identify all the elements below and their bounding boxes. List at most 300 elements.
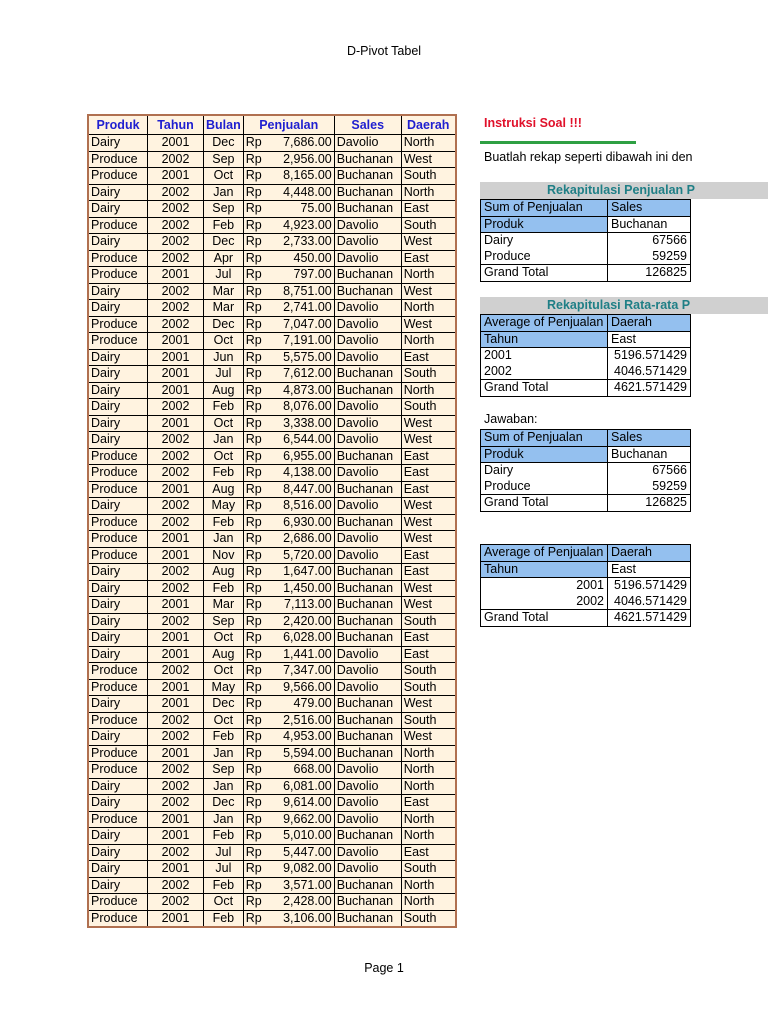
- answer-avg-r2: East: [608, 561, 691, 578]
- cell-tahun: 2001: [148, 630, 204, 647]
- cell-produk: Dairy: [88, 597, 148, 614]
- cell-daerah: East: [401, 201, 456, 218]
- cell-daerah: South: [401, 861, 456, 878]
- cell-sales: Davolio: [334, 234, 401, 251]
- cell-daerah: East: [401, 448, 456, 465]
- cell-bulan: Jul: [204, 861, 244, 878]
- cell-produk: Dairy: [88, 349, 148, 366]
- instructions-text: Buatlah rekap seperti dibawah ini den: [484, 150, 693, 164]
- cell-sales: Buchanan: [334, 448, 401, 465]
- cell-produk: Produce: [88, 316, 148, 333]
- cell-sales: Davolio: [334, 811, 401, 828]
- cell-sales: Buchanan: [334, 201, 401, 218]
- cell-daerah: North: [401, 135, 456, 152]
- cell-sales: Davolio: [334, 861, 401, 878]
- cell-sales: Davolio: [334, 646, 401, 663]
- table-row: [88, 448, 456, 465]
- cell-bulan: Oct: [204, 630, 244, 647]
- cell-currency: Rp: [243, 663, 276, 680]
- cell-daerah: South: [401, 366, 456, 383]
- cell-tahun: 2002: [148, 498, 204, 515]
- cell-currency: Rp: [243, 366, 276, 383]
- pivot-sum-total-label: Grand Total: [481, 265, 608, 282]
- cell-produk: Dairy: [88, 564, 148, 581]
- table-row: [88, 135, 456, 152]
- table-row: [88, 828, 456, 845]
- cell-produk: Dairy: [88, 415, 148, 432]
- answer-avg-row-label: 2001: [481, 578, 608, 594]
- cell-tahun: 2002: [148, 399, 204, 416]
- cell-sales: Davolio: [334, 333, 401, 350]
- table-row: [88, 877, 456, 894]
- cell-penjualan: 450.00: [276, 250, 335, 267]
- cell-daerah: West: [401, 316, 456, 333]
- cell-daerah: West: [401, 234, 456, 251]
- pivot-sum-table: [480, 199, 691, 282]
- table-row: [88, 184, 456, 201]
- cell-sales: Davolio: [334, 250, 401, 267]
- cell-daerah: North: [401, 778, 456, 795]
- cell-bulan: Oct: [204, 663, 244, 680]
- table-row: [88, 250, 456, 267]
- cell-sales: Buchanan: [334, 184, 401, 201]
- table-row: [88, 349, 456, 366]
- cell-tahun: 2001: [148, 415, 204, 432]
- table-row: [88, 366, 456, 383]
- answer-sum-row-label: Dairy: [481, 463, 608, 479]
- cell-produk: Dairy: [88, 613, 148, 630]
- cell-produk: Produce: [88, 679, 148, 696]
- cell-sales: Buchanan: [334, 877, 401, 894]
- instructions-title: Instruksi Soal !!!: [484, 116, 582, 130]
- cell-bulan: Mar: [204, 597, 244, 614]
- answer-sum-total-label: Grand Total: [481, 495, 608, 512]
- answer-sum-h2: Sales: [608, 430, 691, 447]
- cell-currency: Rp: [243, 498, 276, 515]
- cell-currency: Rp: [243, 399, 276, 416]
- cell-tahun: 2002: [148, 250, 204, 267]
- cell-currency: Rp: [243, 712, 276, 729]
- cell-tahun: 2002: [148, 613, 204, 630]
- cell-daerah: West: [401, 597, 456, 614]
- answer-avg-h1: Average of Penjualan: [481, 545, 608, 562]
- pivot-sum-row-value: 67566: [608, 233, 691, 249]
- cell-produk: Produce: [88, 745, 148, 762]
- cell-daerah: North: [401, 300, 456, 317]
- cell-daerah: North: [401, 267, 456, 284]
- cell-daerah: North: [401, 877, 456, 894]
- cell-tahun: 2002: [148, 201, 204, 218]
- table-row: [88, 531, 456, 548]
- cell-penjualan: 4,923.00: [276, 217, 335, 234]
- cell-penjualan: 2,420.00: [276, 613, 335, 630]
- cell-bulan: Jul: [204, 366, 244, 383]
- cell-sales: Davolio: [334, 531, 401, 548]
- cell-currency: Rp: [243, 333, 276, 350]
- cell-bulan: Jan: [204, 184, 244, 201]
- table-row: [88, 894, 456, 911]
- answer-avg-row-value: 4046.571429: [608, 594, 691, 610]
- table-row: [88, 910, 456, 927]
- cell-penjualan: 2,733.00: [276, 234, 335, 251]
- cell-currency: Rp: [243, 762, 276, 779]
- cell-currency: Rp: [243, 564, 276, 581]
- table-row: [88, 597, 456, 614]
- cell-sales: Buchanan: [334, 283, 401, 300]
- table-row: [88, 415, 456, 432]
- col-header-daerah: Daerah: [401, 115, 456, 135]
- cell-tahun: 2002: [148, 894, 204, 911]
- cell-currency: Rp: [243, 465, 276, 482]
- cell-produk: Produce: [88, 547, 148, 564]
- cell-daerah: West: [401, 432, 456, 449]
- cell-bulan: Jan: [204, 811, 244, 828]
- cell-produk: Produce: [88, 663, 148, 680]
- cell-penjualan: 8,076.00: [276, 399, 335, 416]
- cell-penjualan: 7,612.00: [276, 366, 335, 383]
- cell-daerah: North: [401, 894, 456, 911]
- table-row: [88, 300, 456, 317]
- cell-produk: Produce: [88, 151, 148, 168]
- answer-sum-table: [480, 429, 691, 512]
- cell-currency: Rp: [243, 300, 276, 317]
- cell-daerah: North: [401, 184, 456, 201]
- cell-produk: Produce: [88, 267, 148, 284]
- cell-sales: Buchanan: [334, 267, 401, 284]
- cell-produk: Dairy: [88, 646, 148, 663]
- pivot-avg-total-value: 4621.571429: [608, 380, 691, 397]
- cell-produk: Produce: [88, 465, 148, 482]
- cell-currency: Rp: [243, 151, 276, 168]
- cell-sales: Buchanan: [334, 481, 401, 498]
- cell-tahun: 2001: [148, 828, 204, 845]
- cell-penjualan: 5,594.00: [276, 745, 335, 762]
- cell-sales: Davolio: [334, 663, 401, 680]
- cell-sales: Davolio: [334, 316, 401, 333]
- cell-penjualan: 4,138.00: [276, 465, 335, 482]
- cell-penjualan: 8,165.00: [276, 168, 335, 185]
- cell-tahun: 2002: [148, 283, 204, 300]
- cell-penjualan: 7,047.00: [276, 316, 335, 333]
- cell-penjualan: 1,441.00: [276, 646, 335, 663]
- cell-currency: Rp: [243, 349, 276, 366]
- cell-bulan: Oct: [204, 712, 244, 729]
- cell-penjualan: 6,081.00: [276, 778, 335, 795]
- cell-currency: Rp: [243, 778, 276, 795]
- table-row: [88, 399, 456, 416]
- table-body: [88, 135, 456, 928]
- cell-produk: Dairy: [88, 778, 148, 795]
- pivot-avg-row-label: 2001: [481, 348, 608, 364]
- cell-produk: Produce: [88, 168, 148, 185]
- cell-tahun: 2001: [148, 679, 204, 696]
- cell-currency: Rp: [243, 316, 276, 333]
- pivot-sum-h1: Sum of Penjualan: [481, 200, 608, 217]
- cell-currency: Rp: [243, 234, 276, 251]
- pivot-avg-h1: Average of Penjualan: [481, 315, 608, 332]
- cell-penjualan: 3,338.00: [276, 415, 335, 432]
- cell-bulan: Dec: [204, 316, 244, 333]
- cell-penjualan: 2,956.00: [276, 151, 335, 168]
- pivot-sum-row-label: Produce: [481, 249, 608, 265]
- cell-currency: Rp: [243, 481, 276, 498]
- cell-currency: Rp: [243, 745, 276, 762]
- cell-sales: Davolio: [334, 300, 401, 317]
- answer-sum-r2: Buchanan: [608, 446, 691, 463]
- cell-penjualan: 9,082.00: [276, 861, 335, 878]
- cell-bulan: Sep: [204, 201, 244, 218]
- pivot-avg-r1: Tahun: [481, 331, 608, 348]
- cell-daerah: North: [401, 811, 456, 828]
- cell-tahun: 2001: [148, 481, 204, 498]
- cell-produk: Dairy: [88, 580, 148, 597]
- cell-produk: Dairy: [88, 184, 148, 201]
- cell-produk: Dairy: [88, 795, 148, 812]
- cell-produk: Dairy: [88, 300, 148, 317]
- answer-sum-total-value: 126825: [608, 495, 691, 512]
- cell-tahun: 2002: [148, 778, 204, 795]
- cell-penjualan: 2,516.00: [276, 712, 335, 729]
- cell-currency: Rp: [243, 168, 276, 185]
- cell-currency: Rp: [243, 646, 276, 663]
- table-row: [88, 646, 456, 663]
- cell-daerah: South: [401, 613, 456, 630]
- cell-bulan: Oct: [204, 448, 244, 465]
- cell-tahun: 2002: [148, 465, 204, 482]
- cell-produk: Produce: [88, 333, 148, 350]
- cell-tahun: 2001: [148, 547, 204, 564]
- answer-avg-total-value: 4621.571429: [608, 610, 691, 627]
- cell-sales: Davolio: [334, 498, 401, 515]
- cell-bulan: Sep: [204, 151, 244, 168]
- cell-bulan: Oct: [204, 415, 244, 432]
- cell-tahun: 2002: [148, 663, 204, 680]
- cell-bulan: Oct: [204, 168, 244, 185]
- cell-produk: Produce: [88, 811, 148, 828]
- cell-daerah: West: [401, 151, 456, 168]
- cell-currency: Rp: [243, 217, 276, 234]
- cell-sales: Buchanan: [334, 382, 401, 399]
- cell-bulan: Jan: [204, 778, 244, 795]
- cell-produk: Produce: [88, 531, 148, 548]
- cell-bulan: Jan: [204, 432, 244, 449]
- cell-produk: Dairy: [88, 498, 148, 515]
- cell-sales: Buchanan: [334, 564, 401, 581]
- pivot-sum-r1: Produk: [481, 216, 608, 233]
- cell-bulan: Aug: [204, 564, 244, 581]
- cell-bulan: Sep: [204, 762, 244, 779]
- pivot-sum-row-value: 59259: [608, 249, 691, 265]
- cell-tahun: 2002: [148, 151, 204, 168]
- table-row: [88, 514, 456, 531]
- cell-penjualan: 1,647.00: [276, 564, 335, 581]
- cell-currency: Rp: [243, 547, 276, 564]
- cell-currency: Rp: [243, 828, 276, 845]
- cell-bulan: Oct: [204, 333, 244, 350]
- cell-penjualan: 2,686.00: [276, 531, 335, 548]
- cell-sales: Buchanan: [334, 696, 401, 713]
- cell-penjualan: 7,686.00: [276, 135, 335, 152]
- cell-tahun: 2002: [148, 300, 204, 317]
- cell-tahun: 2001: [148, 333, 204, 350]
- col-header-penjualan: Penjualan: [243, 115, 334, 135]
- cell-penjualan: 479.00: [276, 696, 335, 713]
- pivot-sum-r2: Buchanan: [608, 216, 691, 233]
- cell-sales: Davolio: [334, 679, 401, 696]
- cell-bulan: Jun: [204, 349, 244, 366]
- cell-produk: Produce: [88, 481, 148, 498]
- pivot-sum-total-value: 126825: [608, 265, 691, 282]
- table-header-row: [88, 115, 456, 135]
- cell-sales: Davolio: [334, 217, 401, 234]
- table-row: [88, 432, 456, 449]
- cell-tahun: 2002: [148, 564, 204, 581]
- cell-penjualan: 4,448.00: [276, 184, 335, 201]
- cell-sales: Davolio: [334, 465, 401, 482]
- cell-currency: Rp: [243, 795, 276, 812]
- instructions-underline: [480, 141, 636, 144]
- cell-daerah: South: [401, 217, 456, 234]
- cell-penjualan: 6,955.00: [276, 448, 335, 465]
- table-row: [88, 283, 456, 300]
- cell-tahun: 2001: [148, 267, 204, 284]
- cell-tahun: 2002: [148, 712, 204, 729]
- table-row: [88, 498, 456, 515]
- cell-sales: Davolio: [334, 399, 401, 416]
- banner-rekap-rata-rata: [480, 297, 768, 314]
- pivot-sum-row-label: Dairy: [481, 233, 608, 249]
- cell-currency: Rp: [243, 514, 276, 531]
- cell-tahun: 2002: [148, 795, 204, 812]
- cell-tahun: 2001: [148, 861, 204, 878]
- cell-sales: Buchanan: [334, 580, 401, 597]
- cell-produk: Dairy: [88, 234, 148, 251]
- cell-tahun: 2001: [148, 597, 204, 614]
- cell-tahun: 2001: [148, 349, 204, 366]
- table-row: [88, 201, 456, 218]
- cell-daerah: South: [401, 712, 456, 729]
- cell-produk: Dairy: [88, 135, 148, 152]
- table-row: [88, 729, 456, 746]
- cell-produk: Produce: [88, 910, 148, 927]
- cell-sales: Buchanan: [334, 613, 401, 630]
- cell-penjualan: 5,720.00: [276, 547, 335, 564]
- table-row: [88, 168, 456, 185]
- banner-rekap-penjualan: [480, 182, 768, 199]
- cell-currency: Rp: [243, 861, 276, 878]
- cell-bulan: Apr: [204, 250, 244, 267]
- cell-penjualan: 7,347.00: [276, 663, 335, 680]
- page-title: D-Pivot Tabel: [346, 44, 422, 58]
- cell-penjualan: 6,930.00: [276, 514, 335, 531]
- cell-sales: Buchanan: [334, 597, 401, 614]
- table-row: [88, 580, 456, 597]
- cell-bulan: Feb: [204, 729, 244, 746]
- table-row: [88, 217, 456, 234]
- sales-data-table: [87, 114, 457, 928]
- cell-tahun: 2002: [148, 184, 204, 201]
- cell-produk: Dairy: [88, 366, 148, 383]
- cell-currency: Rp: [243, 630, 276, 647]
- cell-penjualan: 9,614.00: [276, 795, 335, 812]
- table-row: [88, 663, 456, 680]
- cell-tahun: 2002: [148, 448, 204, 465]
- cell-bulan: Feb: [204, 910, 244, 927]
- cell-currency: Rp: [243, 382, 276, 399]
- cell-sales: Davolio: [334, 135, 401, 152]
- cell-penjualan: 2,428.00: [276, 894, 335, 911]
- cell-sales: Buchanan: [334, 745, 401, 762]
- cell-sales: Davolio: [334, 778, 401, 795]
- cell-tahun: 2002: [148, 729, 204, 746]
- cell-daerah: East: [401, 481, 456, 498]
- cell-penjualan: 5,447.00: [276, 844, 335, 861]
- cell-tahun: 2001: [148, 811, 204, 828]
- cell-currency: Rp: [243, 877, 276, 894]
- cell-penjualan: 4,873.00: [276, 382, 335, 399]
- cell-produk: Dairy: [88, 382, 148, 399]
- cell-tahun: 2001: [148, 531, 204, 548]
- answer-avg-h2: Daerah: [608, 545, 691, 562]
- cell-sales: Davolio: [334, 432, 401, 449]
- cell-bulan: Aug: [204, 481, 244, 498]
- cell-produk: Dairy: [88, 432, 148, 449]
- cell-daerah: West: [401, 514, 456, 531]
- cell-bulan: May: [204, 498, 244, 515]
- cell-currency: Rp: [243, 729, 276, 746]
- cell-produk: Dairy: [88, 861, 148, 878]
- cell-penjualan: 6,028.00: [276, 630, 335, 647]
- cell-daerah: East: [401, 250, 456, 267]
- pivot-avg-row-label: 2002: [481, 364, 608, 380]
- cell-daerah: West: [401, 696, 456, 713]
- cell-daerah: East: [401, 349, 456, 366]
- answer-sum-row-value: 67566: [608, 463, 691, 479]
- answer-sum-h1: Sum of Penjualan: [481, 430, 608, 447]
- cell-currency: Rp: [243, 184, 276, 201]
- cell-tahun: 2002: [148, 432, 204, 449]
- cell-bulan: Feb: [204, 828, 244, 845]
- cell-bulan: Dec: [204, 234, 244, 251]
- cell-penjualan: 1,450.00: [276, 580, 335, 597]
- cell-bulan: Nov: [204, 547, 244, 564]
- cell-bulan: Dec: [204, 696, 244, 713]
- table-row: [88, 762, 456, 779]
- cell-tahun: 2002: [148, 514, 204, 531]
- cell-bulan: Dec: [204, 795, 244, 812]
- cell-tahun: 2002: [148, 580, 204, 597]
- table-row: [88, 630, 456, 647]
- col-header-tahun: Tahun: [148, 115, 204, 135]
- cell-penjualan: 7,191.00: [276, 333, 335, 350]
- cell-currency: Rp: [243, 531, 276, 548]
- cell-currency: Rp: [243, 267, 276, 284]
- cell-bulan: Feb: [204, 514, 244, 531]
- pivot-sum-h2: Sales: [608, 200, 691, 217]
- cell-sales: Buchanan: [334, 151, 401, 168]
- table-row: [88, 234, 456, 251]
- cell-penjualan: 8,516.00: [276, 498, 335, 515]
- cell-sales: Davolio: [334, 795, 401, 812]
- cell-tahun: 2002: [148, 316, 204, 333]
- pivot-avg-r2: East: [608, 331, 691, 348]
- cell-penjualan: 9,662.00: [276, 811, 335, 828]
- cell-daerah: South: [401, 663, 456, 680]
- cell-currency: Rp: [243, 283, 276, 300]
- cell-penjualan: 3,571.00: [276, 877, 335, 894]
- table-row: [88, 333, 456, 350]
- cell-daerah: East: [401, 564, 456, 581]
